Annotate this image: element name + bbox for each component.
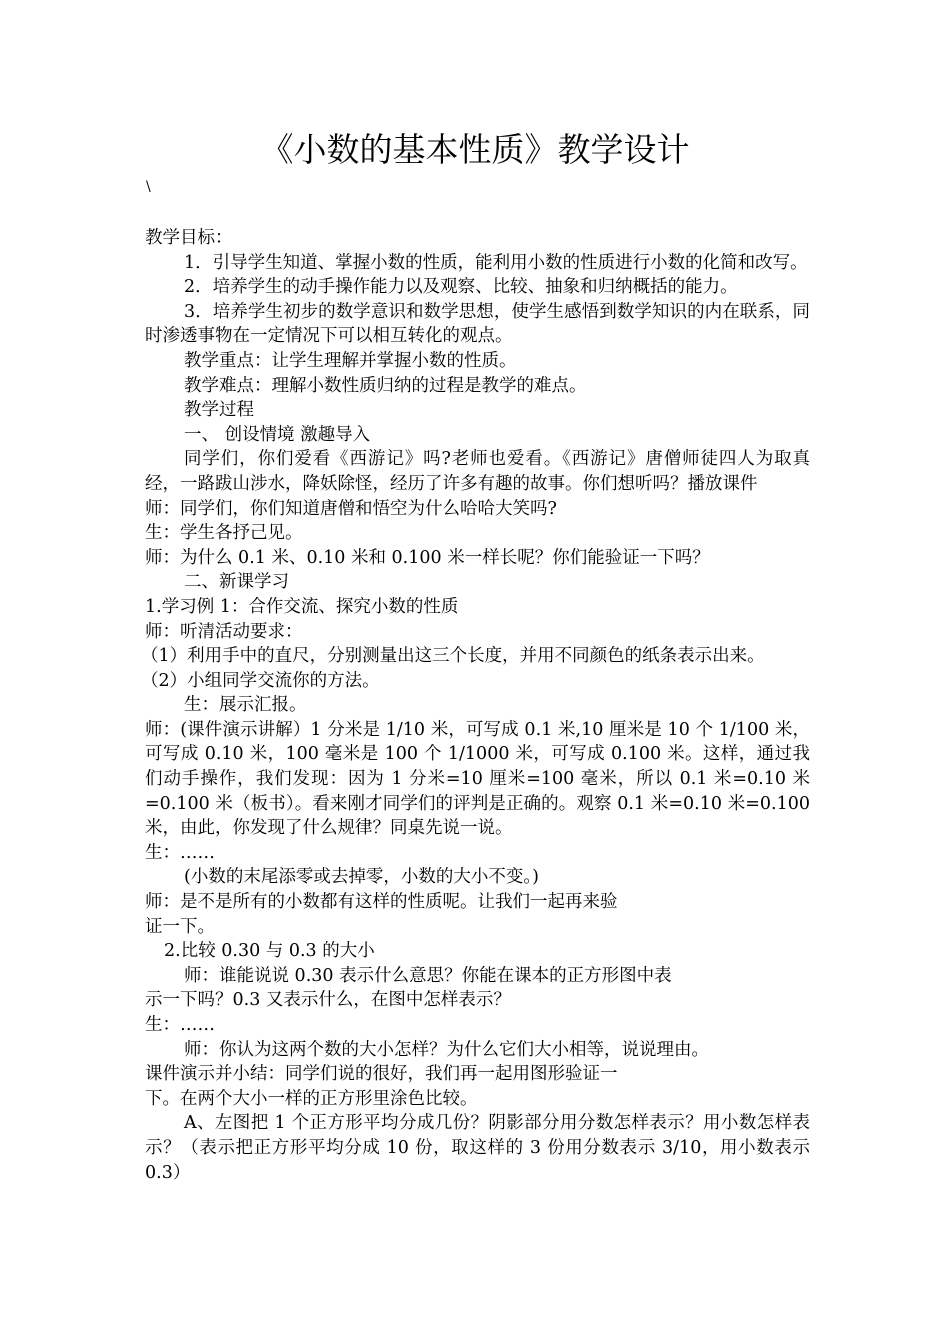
paragraph: 一、 创设情境 激趣导入 [184,424,371,445]
paragraph: 同学们，你们爱看《西游记》吗?老师也爱看。《西游记》唐僧师徒四人为取真经，一路跋山涉水，降妖除怪，经历了许多有趣的故事。你们想听吗？播放课件 [145,449,810,494]
paragraph: 二、新课学习 [184,572,289,593]
paragraph: 教学重点：让学生理解并掌握小数的性质。 [184,350,517,371]
paragraph: 教学目标： [145,228,233,248]
paragraph: 师：谁能说说 0.30 表示什么意思？你能在课本的正方形图中表 [184,965,672,986]
paragraph: 下。在两个大小一样的正方形里涂色比较。 [145,1088,478,1109]
paragraph: (小数的末尾添零或去掉零，小数的大小不变。) [184,867,539,888]
paragraph: 生：学生各抒己见。 [145,523,303,544]
paragraph: 教学难点：理解小数性质归纳的过程是教学的难点。 [184,375,587,396]
paragraph: 课件演示并小结：同学们说的很好，我们再一起用图形验证一 [145,1064,618,1085]
paragraph: 1．引导学生知道、掌握小数的性质，能利用小数的性质进行小数的化简和改写。 [184,252,808,273]
paragraph: 师：你认为这两个数的大小怎样？为什么它们大小相等，说说理由。 [184,1039,709,1060]
paragraph: 生：…… [145,842,215,863]
paragraph: 师：(课件演示讲解）1 分米是 1/10 米，可写成 0.1 米,10 厘米是 10 个 1/100 米，可写成 0.10 米，100 毫米是 100 个 1/1000 米，可写成 0.100 米。这样，通过我们动手操作，我们发现：因为 1 分米=10 厘米=100 毫米，所以 0.1 米=0.10 米=0.100 米（板书）。看来刚才同学们的评判是正确的。观察 0.1 米=0.10 米=0.100 米，由此，你发现了什么规律？同桌先说一说。 [145,719,810,839]
paragraph: 生：展示汇报。 [184,695,307,716]
paragraph: A、左图把 1 个正方形平均分成几份？阴影部分用分数怎样表示？用小数怎样表示？（表示把正方形平均分成 10 份，取这样的 3 份用分数表示 3/10，用小数表示 0.3） [145,1113,810,1183]
paragraph: 师：是不是所有的小数都有这样的性质呢。让我们一起再来验 [145,892,618,913]
paragraph: 师：为什么 0.1 米、0.10 米和 0.100 米一样长呢？你们能验证一下吗？ [145,547,710,568]
paragraph: 教学过程 [184,400,254,421]
document-body [141,226,810,1185]
document-title: 《小数的基本性质》教学设计 [260,130,690,169]
paragraph: 师：听清活动要求： [145,621,303,642]
paragraph: 示一下吗？0.3 又表示什么，在图中怎样表示？ [145,990,511,1011]
paragraph: 师：同学们，你们知道唐僧和悟空为什么哈哈大笑吗? [145,498,557,519]
paragraph: 生：…… [145,1015,215,1035]
paragraph: （1）利用手中的直尺，分别测量出这三个长度，并用不同颜色的纸条表示出来。 [141,646,765,667]
paragraph: （2）小组同学交流你的方法。 [141,670,380,691]
paragraph: 2.比较 0.30 与 0.3 的大小 [164,941,375,962]
paragraph: 3．培养学生初步的数学意识和数学思想，使学生感悟到数学知识的内在联系，同时渗透事物在一定情况下可以相互转化的观点。 [145,301,810,347]
paragraph: 1.学习例 1：合作交流、探究小数的性质 [145,596,459,617]
stray-mark: \ [146,179,151,195]
paragraph: 证一下。 [145,916,215,937]
paragraph: 2．培养学生的动手操作能力以及观察、比较、抽象和归纳概括的能力。 [184,277,738,298]
